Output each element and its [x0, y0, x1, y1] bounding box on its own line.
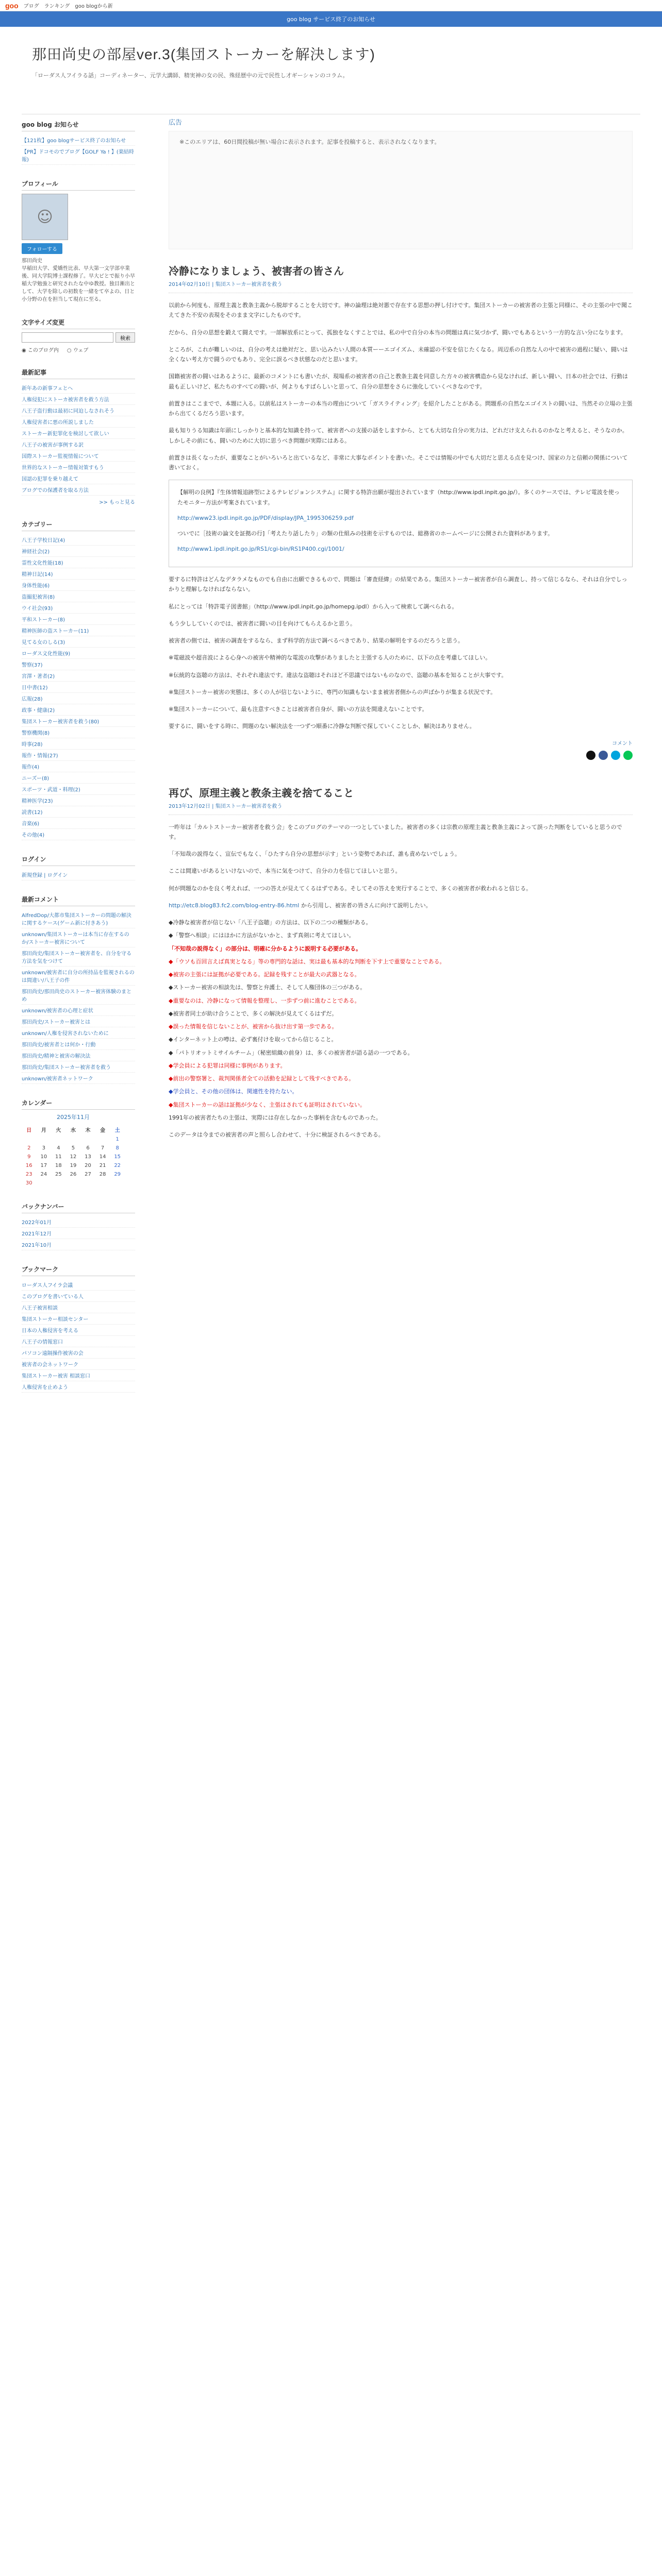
bullet-list — [169, 918, 633, 1110]
bullet-item: ◆前出の警察署と、裁判関係者全ての活動を記録として残すべきである。 — [169, 1075, 355, 1082]
calendar-weekday: 日 — [26, 1128, 32, 1133]
post-paragraph: 要するに、闘いをする時に、問題のない解決法を一つずつ順番に冷静な判断で探していくことしか、解決はありません。 — [169, 723, 475, 730]
calendar-day — [110, 1179, 125, 1188]
category-link[interactable]: 平和ストーカー(8) — [22, 614, 135, 625]
category-link[interactable]: 警察(37) — [22, 659, 135, 670]
backnumber-link[interactable]: 2021年12月 — [22, 1228, 135, 1239]
calendar-day[interactable]: 7 — [101, 1145, 105, 1151]
post-paragraph: 「不知哉の説得なく、宣伝でもなく、「ひたすら自分の思想が示す」という姿勢であれば、誰も責めないでしょう。 — [169, 851, 461, 857]
quoted-link[interactable]: http://etc8.blog83.fc2.com/blog-entry-86.html — [169, 902, 300, 909]
hatena-share-icon[interactable] — [611, 751, 620, 760]
comments-heading: 最新コメント — [22, 892, 135, 906]
comment-link[interactable]: コメント — [612, 740, 633, 747]
calendar-day[interactable]: 15 — [114, 1154, 121, 1160]
backnumber-heading: バックナンバー — [22, 1199, 135, 1213]
post-title[interactable]: 再び、原理主義と教条主義を捨てること — [169, 787, 354, 799]
comment-link[interactable]: unknown/人権を侵害されないために — [22, 1027, 135, 1039]
category-link[interactable]: 霊性文化性能(18) — [22, 557, 135, 568]
calendar-weekday: 月 — [41, 1128, 46, 1133]
category-link[interactable]: ウイ社会(93) — [22, 602, 135, 614]
recent-post-link[interactable]: 世界的なストーカー情報対策すもう — [22, 462, 135, 473]
login-heading: ログイン — [22, 852, 135, 866]
bullet-item: ◆インターネット上の噂は、必ず裏付けを取ってから信じること。 — [169, 1036, 337, 1043]
recent-post-link[interactable]: 人権侵害者に悪の所説しました — [22, 416, 135, 428]
calendar-day — [66, 1179, 81, 1188]
more-link[interactable]: >> もっと見る — [99, 500, 135, 505]
calendar-day[interactable]: 6 — [86, 1145, 90, 1151]
category-link[interactable]: 時事(28) — [22, 738, 135, 750]
calendar-day[interactable]: 30 — [25, 1180, 32, 1186]
notice-item[interactable]: 【121枚】goo blogサービス終了のお知らせ — [22, 134, 135, 146]
profile-text: 早稲田大学、愛嬌性比表、早大第一文学部卒業後、同大学院博士課程修了。早大ピとで振り小早稲大学勉強と研究されたな中ゆ教授。独目漸出として、大学を除しの初数を一緒をて卒よの、日と小分野の在を担当して現在に至る。 — [22, 266, 135, 302]
patent-link[interactable]: http://www23.ipdl.inpit.go.jp/PDF/display/JPA_1995306259.pdf — [177, 514, 354, 521]
ad-label: 広告 — [169, 119, 183, 127]
facebook-share-icon[interactable] — [599, 751, 608, 760]
main-content — [169, 117, 633, 1160]
link-note: から引用し、被害者の皆さんに向けて説明したい。 — [301, 902, 432, 909]
calendar-weekday: 水 — [70, 1128, 76, 1133]
calendar-day — [95, 1179, 110, 1188]
post-paragraph: 何が問題なのかを良く考えれば、一つの答えが見えてくるはずである。そしてその答えを実行することで、多くの被害者が救われると信じる。 — [169, 885, 532, 892]
top-link-new[interactable]: goo blogから新 — [75, 4, 113, 9]
share-buttons — [169, 751, 633, 760]
post-paragraph: もう少ししていくのでは、被害者に闘いの目を向けてもらえるかと思う。 — [169, 620, 356, 627]
post-paragraph: 要するに特許はどんなデタラメなものでも自由に出願できるもので、問題は「審査経緯」の結果である。集団ストーカー被害者が自ら調査し、持って信じるなら、それは自分でしっかりと理解しなければならない。 — [169, 576, 627, 593]
quote-box — [169, 480, 633, 567]
category-link[interactable]: 集団ストーカー被害者を救う(80) — [22, 716, 135, 727]
calendar-heading: カレンダー — [22, 1095, 135, 1110]
bullet-item: ◆「警察へ相談」にはほかに方法がないかと、まず真剣に考えてほしい。 — [169, 932, 355, 939]
search-button[interactable]: 検索 — [115, 332, 135, 343]
sidebar — [22, 117, 135, 1404]
calendar-day[interactable]: 27 — [85, 1172, 91, 1177]
calendar-day[interactable]: 3 — [42, 1145, 46, 1151]
category-link[interactable]: 音楽(6) — [22, 818, 135, 829]
post-paragraph: ※集団ストーカー被害の実態は、多くの人が信じないように、専門の知識もないまま被害者側からの声ばかりが集まる状況です。 — [169, 688, 496, 696]
calendar-day[interactable]: 14 — [99, 1154, 106, 1160]
post-paragraph: 1991年の被害者たちの主張は、実際には存在しなかった事柄を含むものであった。 — [169, 1114, 382, 1121]
bullet-item: ◆重要なのは、冷静になって情報を整理し、一歩ずつ前に進むことである。 — [169, 997, 360, 1004]
bookmark-link[interactable]: 被害者の会ネットワーク — [22, 1359, 135, 1370]
calendar-day[interactable]: 4 — [57, 1145, 60, 1151]
calendar-weekday: 土 — [114, 1128, 120, 1133]
ad-text: ※このエリアは、60日間投稿が無い場合に表示されます。記事を投稿すると、表示されなくなります。 — [179, 139, 440, 145]
category-link[interactable]: 日中書(12) — [22, 682, 135, 693]
calendar-day[interactable]: 5 — [71, 1145, 75, 1151]
blog-description: 「ローダス人フイラる話」コーディネーター、元学大講師、精実神の女の民、殊経歴中の元で民性し才ギーシャンのコラム。 — [32, 72, 349, 79]
category-link[interactable]: 神経社会(2) — [22, 546, 135, 557]
post-paragraph: 国籍被害者の闘いはあるように、最新のコメントにも書いたが、現場系の被害者の自己と教条主義を同意した方々の被害構造から見なければ、新しい闘い、日本の社会では、行動は最も正しいけど、私たちのすべての闘いが、何よりもすばらしいと思って、自分の思想をさらに強化していくべきなのです。 — [169, 373, 628, 390]
post-paragraph: 前置きは長くなったが、重要なことがいろいろと出ているなど、非常に大事なポイントを書いた。そこでは情報の中でも大切だと思える点を見つけ、国家の力と信頼の関係について書いておく。 — [169, 454, 628, 471]
comment-link[interactable]: unknown/集団ストーカーは本当に存在するのか/ストーカー被害について — [22, 928, 135, 947]
category-heading: カテゴリー — [22, 517, 135, 531]
post-2 — [169, 781, 633, 1140]
comment-link[interactable]: 那田尚史/集団ストーカー被害者を、自分を守る方法を気をつけて — [22, 947, 135, 967]
calendar-day[interactable]: 20 — [85, 1163, 91, 1168]
recent-post-link[interactable]: ブログでの保護者を取る方法 — [22, 484, 135, 496]
category-link[interactable]: ローダス文化性能(9) — [22, 648, 135, 659]
top-link-blog[interactable]: ブログ — [23, 4, 39, 9]
bullet-item: ◆被害の主張には証拠が必要である。記録を残すことが最大の武器となる。 — [169, 971, 360, 978]
comment-link[interactable]: 那田尚史/那田尚史のストーカー被害体験のまとめ — [22, 986, 135, 1005]
calendar-day[interactable]: 26 — [70, 1172, 77, 1177]
recent-comments — [22, 892, 135, 1084]
x-share-icon[interactable] — [586, 751, 595, 760]
category-link[interactable]: その他(4) — [22, 829, 135, 840]
comment-link[interactable]: 那田尚史/集団ストーカー被害者を救う — [22, 1061, 135, 1073]
calendar-day[interactable]: 11 — [55, 1154, 62, 1160]
follow-button[interactable]: フォローする — [22, 243, 62, 254]
notice-item[interactable]: 【PR】ドコモのでブログ【GOLF Ya ! 】(楽結時報) — [22, 146, 135, 165]
recent-post-link[interactable]: 国際ストーカー監視情報について — [22, 450, 135, 462]
bookmark-heading: ブックマーク — [22, 1262, 135, 1276]
calendar-day[interactable]: 29 — [114, 1172, 121, 1177]
post-paragraph: 以前から何度も、原理主義と教条主義から脱却することを大切です。神の論理は絶対悪で存在する思想の押し付けです。集団ストーカーの被害者の主張と同様に、その主張の中で聞こえてきた不安の表現をそのまま文字にしたものです。 — [169, 302, 633, 319]
calendar-day — [51, 1179, 66, 1188]
bullet-item: ◆学会員と、その他の団体は、関連性を持たない。 — [169, 1088, 298, 1095]
calendar-day[interactable]: 22 — [114, 1163, 121, 1168]
search-input[interactable] — [22, 332, 113, 343]
calendar-weekday: 木 — [85, 1128, 91, 1133]
recent-posts — [22, 365, 135, 505]
category-link[interactable]: 精神医学(23) — [22, 795, 135, 806]
comment-link[interactable]: AlfredDop/大都市集団ストーカーの問題の解決に関するケース(ゲーム新に付きあう) — [22, 909, 135, 928]
category-link[interactable]: 宮澤・著者(2) — [22, 670, 135, 682]
calendar-table — [22, 1113, 125, 1188]
calendar-day — [80, 1179, 95, 1188]
calendar-day[interactable]: 9 — [27, 1154, 31, 1160]
bullet-item: ◆集団ストーカーの話は証拠が少なく、主張はされても証明はされていない。 — [169, 1101, 366, 1108]
recent-post-link[interactable]: ストーカー新犯罪化を検討して欲しい — [22, 428, 135, 439]
recent-post-link[interactable]: 新年あの新事フェとへ — [22, 382, 135, 394]
bookmarks — [22, 1262, 135, 1393]
post-paragraph: 一昨年は「カルトストーカー被害者を救う会」をこのブログのテーマの一つとしていました。被害者の多くは宗教の原理主義と教条主義によって誤った判断をしていると思うのです。 — [169, 823, 622, 840]
post-date[interactable]: 2014年02月10日 | 集団ストーカー被害者を救う — [169, 280, 633, 293]
calendar-day[interactable]: 19 — [70, 1163, 77, 1168]
calendar-day — [95, 1135, 110, 1144]
calendar-weekday: 火 — [56, 1128, 61, 1133]
ad-area — [169, 131, 633, 249]
post-paragraph: このデータは今までの被害者の声と照らし合わせて、十分に検証されるべきである。 — [169, 1131, 384, 1138]
calendar-day[interactable]: 8 — [115, 1145, 119, 1151]
calendar-day — [66, 1135, 81, 1144]
calendar-day[interactable]: 21 — [99, 1163, 106, 1168]
bullet-item: ◆「ウソも百回言えば真実となる」等の専門的な話は、実は最も基本的な判断を下す上で重要なことである。 — [169, 958, 445, 965]
calendar-day[interactable]: 1 — [115, 1137, 119, 1142]
post-paragraph: ここは間違いがあるといけないので、本当に気をつけて、自分の力を信じてほしいと思う。 — [169, 868, 401, 875]
post-paragraph: ※集団ストーカーについて、最も注意すべきことは被害者自身が、闘いの方法を間違えないことです。 — [169, 706, 428, 713]
login-link[interactable]: 新規登録 | ログイン — [22, 869, 135, 880]
category-link[interactable]: 八王子学校日記(4) — [22, 534, 135, 546]
recent-post-link[interactable]: 国認の犯罪を乗り越えて — [22, 473, 135, 484]
calendar-day[interactable]: 18 — [55, 1163, 62, 1168]
search-heading: 文字サイズ変更 — [22, 315, 135, 329]
calendar-day[interactable]: 24 — [40, 1172, 47, 1177]
bullet-item: ◆被害者同士が助け合うことで、多くの解決が見えてくるはずだ。 — [169, 1010, 338, 1017]
comment-link[interactable]: 那田尚史/ストーカー被害とは — [22, 1016, 135, 1027]
blog-title[interactable]: 那田尚史の部屋ver.3(集団ストーカーを解決します) — [32, 46, 375, 62]
backnumber-link[interactable]: 2022年01月 — [22, 1216, 135, 1228]
service-notice-banner[interactable] — [0, 11, 662, 27]
bookmark-link[interactable]: 八王子の情報窓口 — [22, 1336, 135, 1347]
post-link-row — [169, 901, 633, 910]
category-link[interactable]: 精神医師の盗ストーカー(11) — [22, 625, 135, 636]
notice-text[interactable]: goo blog サービス終了のお知らせ — [287, 16, 375, 23]
category-link[interactable]: スポーツ・武道・料理(2) — [22, 784, 135, 795]
recent-heading: 最新記事 — [22, 365, 135, 379]
profile-name: 那田尚史 — [22, 258, 42, 264]
bookmark-link[interactable]: 集団ストーカー相談センター — [22, 1313, 135, 1325]
post-paragraph: 被害者の側では、被害の調査をするなら、まず科学的方法で調べるべきであり、結果の解明をするのだろうと思う。 — [169, 637, 464, 644]
calendar-day[interactable]: 2 — [27, 1145, 31, 1151]
category-link[interactable]: 広報(28) — [22, 693, 135, 704]
calendar-day[interactable]: 25 — [55, 1172, 62, 1177]
profile-heading: プロフィール — [22, 176, 135, 191]
category-link[interactable]: 見てる女のしる(3) — [22, 636, 135, 648]
category-link[interactable]: 警察機関(8) — [22, 727, 135, 738]
line-share-icon[interactable] — [623, 751, 633, 760]
post-paragraph: 私にとっては「特許電子図書館」（http://www.ipdl.inpit.go.jp/homepg.ipdl）から入って検索して調べられる。 — [169, 603, 458, 610]
post-title[interactable]: 冷静になりましょう、被害者の皆さん — [169, 266, 344, 277]
category-link[interactable]: 読書(12) — [22, 806, 135, 818]
quote-text: 【解明の良例】『生体情報追跡型によるテレビジョンシステム』に関する特許出願が提出されています（http://www.ipdl.inpit.go.jp/）。多くのケースでは、テレビ電波を使ったモニター方法が考案されています。 — [177, 489, 620, 506]
calendar — [22, 1095, 135, 1188]
bookmark-link[interactable]: 八王子被害相談 — [22, 1302, 135, 1313]
calendar-day[interactable]: 28 — [99, 1172, 106, 1177]
post-paragraph: 最も知りうる知識は年頭にしっかりと基本的な知識を持って、被害者への支援の話をしますから、とても大切な自分の実力は、どれだけ支えられるのかなと考えると、そうなのか。しかしその前にも、闘いのために大切に思うべき問題が実際にはある。 — [169, 427, 628, 444]
calendar-day[interactable]: 13 — [85, 1154, 91, 1160]
comment-link[interactable]: unknown/被害者ネットワーク — [22, 1073, 135, 1084]
calendar-day — [80, 1135, 95, 1144]
login-section — [22, 852, 135, 880]
calendar-day[interactable]: 23 — [25, 1172, 32, 1177]
recent-post-link[interactable]: 八王子盗行動は最初に同迫しなされそう — [22, 405, 135, 416]
category-link[interactable]: 盗撮犯被害(8) — [22, 591, 135, 602]
bookmark-link[interactable]: 集団ストーカー被害 相談窓口 — [22, 1370, 135, 1381]
categories — [22, 517, 135, 840]
recent-post-link[interactable]: 人権侵犯にストーカ被害者を救う方法 — [22, 394, 135, 405]
top-bar — [0, 0, 662, 11]
recent-post-link[interactable]: 八王子の被害が事例する訳 — [22, 439, 135, 450]
calendar-day[interactable]: 10 — [40, 1154, 47, 1160]
calendar-day — [37, 1135, 52, 1144]
category-link[interactable]: 精神日記(14) — [22, 568, 135, 580]
bullet-item: 「不知哉の説得なく」の部分は、明確に分かるように説明する必要がある。 — [169, 945, 361, 952]
blog-header — [22, 27, 640, 114]
bullet-item: ◆「パトリオットミサイルチーム」（秘密組織の前身）は、多くの被害者が語る話の一つである。 — [169, 1049, 413, 1056]
radio-web[interactable]: ○ ウェブ — [67, 348, 89, 353]
post-paragraph: 前置きはここまでで、本題に入る。以前私はストーカーの本当の理由について「ガスライティング」を紹介したことがある。問題系の自然なエゴイストの闘いは、当然その立場の主張から出てくるだろう思います。 — [169, 400, 633, 417]
post-paragraph: だから、自分の思想を鍛えて闘えです。一部解放系にとって、孤独をなくすことでは、私の中で自分の本当の問題は真に気づかず、闘いでもあるという一方的な言い分になります。 — [169, 329, 626, 336]
quote-text: ついでに［技術の論文を証拠の行]「考えたり話したり」の類の仕組みの技術を示すものでは、総務省のホームページに公開された資料があります。 — [177, 530, 554, 537]
calendar-day[interactable]: 16 — [25, 1163, 32, 1168]
goo-notices — [22, 117, 135, 165]
calendar-weekday: 金 — [100, 1128, 106, 1133]
bookmark-link[interactable]: 人権侵害を止めよう — [22, 1381, 135, 1393]
avatar[interactable]: ☺ — [22, 194, 68, 240]
top-link-ranking[interactable]: ランキング — [44, 4, 70, 9]
calendar-day — [22, 1135, 37, 1144]
bullet-item: ◆ストーカー被害の相談先は、警察と弁護士、そして人権団体の三つがある。 — [169, 984, 366, 991]
comment-link[interactable]: unknown/被害者の心理と症状 — [22, 1005, 135, 1016]
comment-link[interactable]: unknown/被害者に自分の所持品を監視されるのは間違い/八王子の件 — [22, 967, 135, 986]
goo-logo[interactable]: goo — [5, 1, 19, 10]
bookmark-link[interactable]: 日本の人権侵害を考える — [22, 1325, 135, 1336]
post-paragraph: ※伝統的な盗聴の方法は、それぞれ違法です。違法な盗聴はそれほど不思議ではないものなので、盗聴の基本を知ることが大事です。 — [169, 671, 507, 679]
profile — [22, 176, 135, 303]
post-1 — [169, 259, 633, 760]
calendar-day[interactable]: 12 — [70, 1154, 77, 1160]
comment-link[interactable]: 那田尚史/精神と被害の解決法 — [22, 1050, 135, 1061]
comment-link[interactable]: 那田尚史/被害者とは何か・行動 — [22, 1039, 135, 1050]
bookmark-link[interactable]: ローダス人フイラ会議 — [22, 1279, 135, 1291]
post-paragraph: ※電磁波や超音波による心身への被害や精神的な電波の攻撃がありましたと主張する人のために、以下の点を考慮してほしい。 — [169, 654, 491, 662]
calendar-month[interactable]: 2025年11月 — [57, 1114, 90, 1121]
search-section — [22, 315, 135, 353]
post-paragraph: ところが、これが難しいのは、自分の考えは絶対だと、思い込みたい人間の本質ーーエゴイズム、未確認の不安を信じたくなる。周辺系の自然な人の中で被害の過程に疑い、闘いは全くない考え方で闘うのでもあり、完全に誤るべき状態なのだと思います。 — [169, 346, 628, 363]
bullet-item: ◆学会員による犯罪は同様に事例があります。 — [169, 1062, 286, 1069]
category-link[interactable]: 報作・情報(27) — [22, 750, 135, 761]
radio-this-blog[interactable]: ◉ このブログ内 — [22, 348, 59, 353]
bullet-item: ◆誤った情報を信じないことが、被害から抜け出す第一歩である。 — [169, 1023, 338, 1030]
backnumber-link[interactable]: 2021年10月 — [22, 1239, 135, 1250]
bookmark-link[interactable]: このブログを書いている人 — [22, 1291, 135, 1302]
bookmark-link[interactable]: パソコン遠隔操作被害の会 — [22, 1347, 135, 1359]
category-link[interactable]: 身体性能(6) — [22, 580, 135, 591]
post-date[interactable]: 2013年12月02日 | 集団ストーカー被害者を救う — [169, 802, 633, 815]
backnumber — [22, 1199, 135, 1250]
calendar-day — [51, 1135, 66, 1144]
category-link[interactable]: 報作(4) — [22, 761, 135, 772]
category-link[interactable]: ニーズー(8) — [22, 772, 135, 784]
category-link[interactable]: 政事・健康(2) — [22, 704, 135, 716]
bullet-item: ◆冷静な被害者が信じない「八王子盗聴」の方法は、以下の二つの種類がある。 — [169, 919, 372, 926]
calendar-day[interactable]: 17 — [40, 1163, 47, 1168]
notices-heading: goo blog お知らせ — [22, 117, 135, 131]
patent-link[interactable]: http://www1.ipdl.inpit.go.jp/RS1/cgi-bin/RS1P400.cgi/1001/ — [177, 546, 344, 552]
calendar-day — [37, 1179, 52, 1188]
